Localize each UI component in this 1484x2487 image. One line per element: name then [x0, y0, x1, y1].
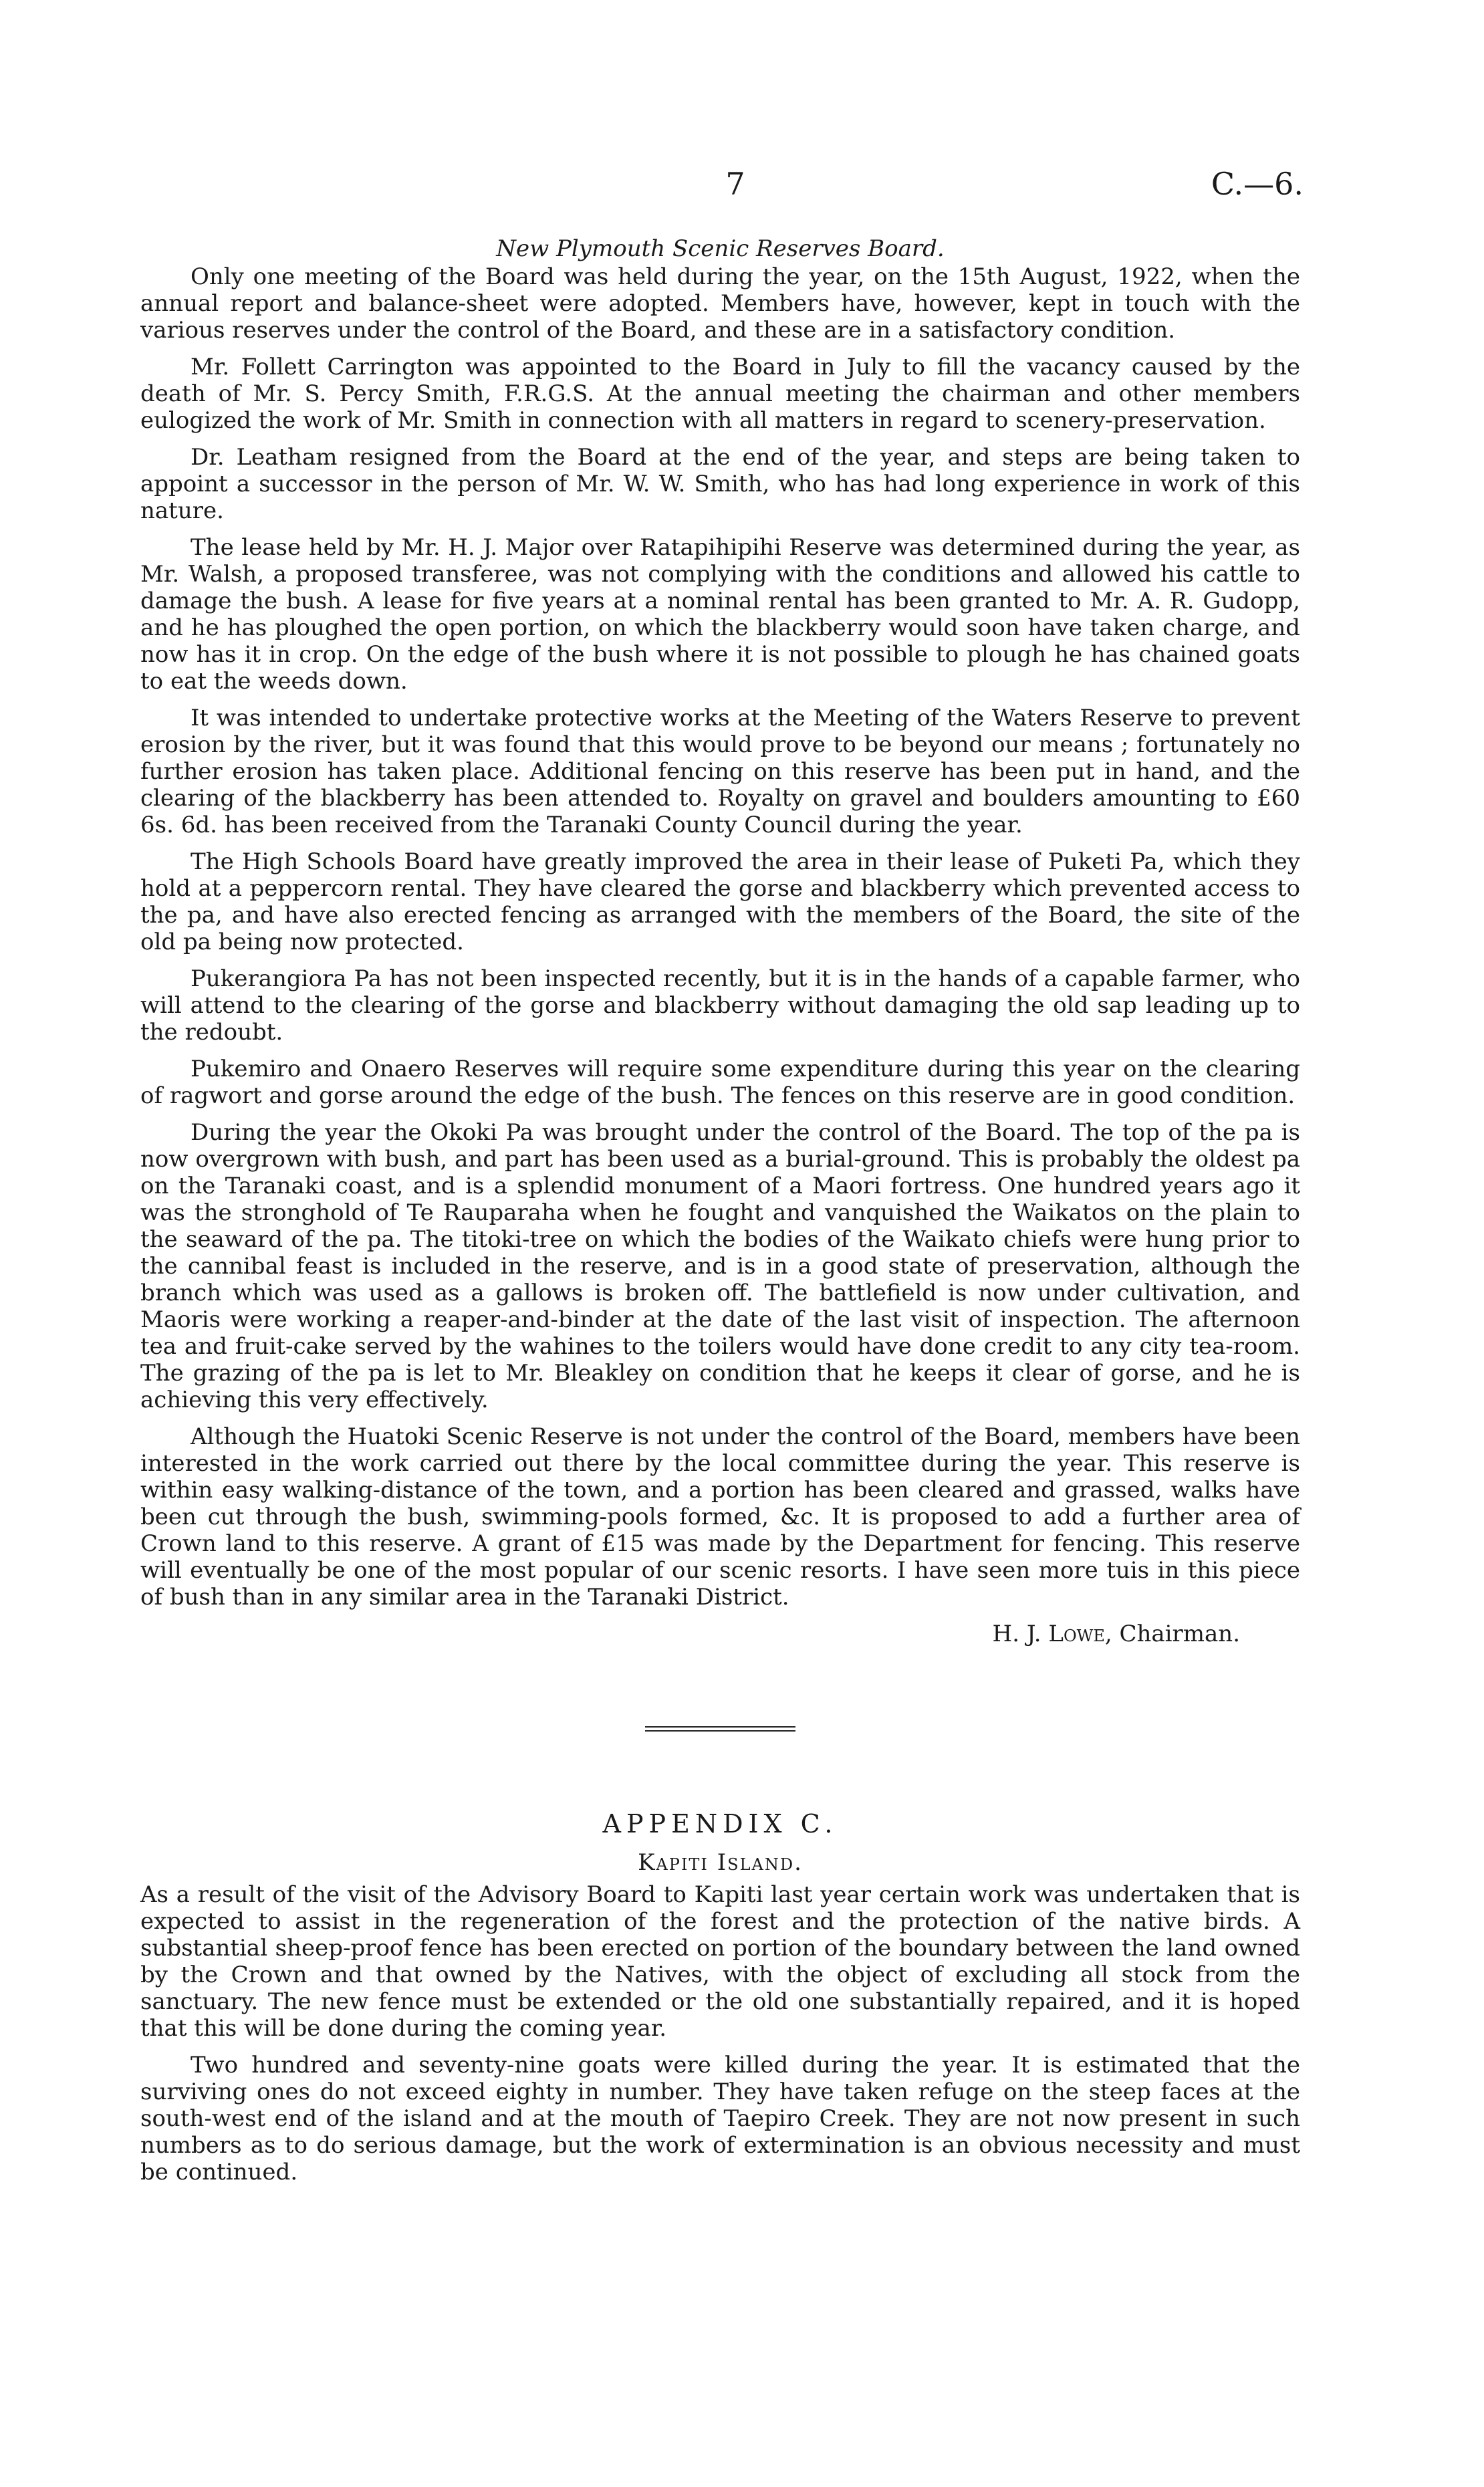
body-paragraph: Pukemiro and Onaero Reserves will require some expenditure during this year on the clearing of ragwort and gorse around the edge of the bush. The fences on this reserve are in good condition.	[140, 1056, 1300, 1109]
body-paragraph: Dr. Leatham resigned from the Board at the end of the year, and steps are being taken to appoint a successor in the person of Mr. W. W. Smith, who has had long experience in work of this nature.	[140, 444, 1300, 524]
appendix-title: APPENDIX C.	[602, 1809, 838, 1839]
body-paragraph: During the year the Okoki Pa was brought under the control of the Board. The top of the pa is now overgrown with bush, and part has been used as a burial-ground. This is probably the oldest pa on the Taranaki coast, and is a splendid monument of a Maori fortress. One hundred years ago it was the stronghold of Te Rauparaha when he fought and vanquished the Waikatos on the plain to the seaward of the pa. The titoki-tree on which the bodies of the Waikato chiefs were hung prior to the cannibal feast is included in the reserve, and is in a good state of preservation, although the branch which was used as a gallows is broken off. The battlefield is now under cultivation, and Maoris were working a reaper-and-binder at the date of the last visit of inspection. The afternoon tea and fruit-cake served by the wahines to the toilers would have done credit to any city tea-room. The grazing of the pa is let to Mr. Bleakley on condition that he keeps it clear of gorse, and he is achieving this very effectively.	[140, 1119, 1300, 1413]
appendix-paragraph: Two hundred and seventy-nine goats were killed during the year. It is estimated that the surviving ones do not exceed eighty in number. They have taken refuge on the steep faces at the south-west end of the island and at the mouth of Taepiro Creek. They are not now present in such numbers as to do serious damage, but the work of extermination is an obvious necessity and must be continued.	[140, 2052, 1300, 2185]
body-paragraph: It was intended to undertake protective works at the Meeting of the Waters Reserve to prevent erosion by the river, but it was found that this would prove to be beyond our means ; fortunately no further erosion has taken place. Additional fencing on this reserve has been put in hand, and the clearing of the blackberry has been attended to. Royalty on gravel and boulders amounting to £60 6s. 6d. has been received from the Taranaki County Council during the year.	[140, 705, 1300, 838]
section-divider	[645, 1726, 795, 1728]
page-header	[0, 166, 1484, 213]
body-paragraph: Although the Huatoki Scenic Reserve is not under the control of the Board, members have been interested in the work carried out there by the local committee during the year. This reserve is within easy walking-distance of the town, and a portion has been cleared and grassed, walks have been cut through the bush, swimming-pools formed, &c. It is proposed to add a further area of Crown land to this reserve. A grant of £15 was made by the Department for fencing. This reserve will eventually be one of the most popular of our scenic resorts. I have seen more tuis in this piece of bush than in any similar area in the Taranaki District.	[140, 1423, 1300, 1611]
appendix-subtitle: Kapiti Island.	[638, 1849, 803, 1876]
page-content	[140, 235, 1300, 2196]
signature-name: H. J. Lowe	[992, 1621, 1105, 1647]
body-paragraph: The lease held by Mr. H. J. Major over Ratapihipihi Reserve was determined during the year, as Mr. Walsh, a proposed transferee, was not complying with the conditions and allowed his cattle to damage the bush. A lease for five years at a nominal rental has been granted to Mr. A. R. Gudopp, and he has ploughed the open portion, on which the blackberry would soon have taken charge, and now has it in crop. On the edge of the bush where it is not possible to plough he has chained goats to eat the weeds down.	[140, 534, 1300, 695]
signature-title: , Chairman.	[1104, 1621, 1240, 1647]
body-paragraph: Pukerangiora Pa has not been inspected recently, but it is in the hands of a capable farmer, who will attend to the clearing of the gorse and blackberry without damaging the old sap leading up to the redoubt.	[140, 965, 1300, 1046]
document-reference: C.—6.	[1211, 166, 1304, 202]
body-paragraph: Only one meeting of the Board was held during the year, on the 15th August, 1922, when the annual report and balance-sheet were adopted. Members have, however, kept in touch with the various reserves under the control of the Board, and these are in a satisfactory condition.	[140, 263, 1300, 344]
section-divider	[645, 1730, 795, 1732]
appendix-paragraph: As a result of the visit of the Advisory Board to Kapiti last year certain work was undertaken that is expected to assist in the regeneration of the forest and the protection of the native birds. A substantial sheep-proof fence has been erected on portion of the boundary between the land owned by the Crown and that owned by the Natives, with the object of excluding all stock from the sanctuary. The new fence must be extended or the old one substantially repaired, and it is hoped that this will be done during the coming year.	[140, 1881, 1300, 2042]
body-paragraph: Mr. Follett Carrington was appointed to the Board in July to fill the vacancy caused by the death of Mr. S. Percy Smith, F.R.G.S. At the annual meeting the chairman and other members eulogized the work of Mr. Smith in connection with all matters in regard to scenery-preservation.	[140, 354, 1300, 434]
page-number: 7	[725, 166, 745, 202]
signature	[140, 1621, 1300, 1647]
section-title: New Plymouth Scenic Reserves Board.	[496, 235, 945, 262]
body-paragraph: The High Schools Board have greatly improved the area in their lease of Puketi Pa, which they hold at a peppercorn rental. They have cleared the gorse and blackberry which prevented access to the pa, and have also erected fencing as arranged with the members of the Board, the site of the old pa being now protected.	[140, 848, 1300, 955]
